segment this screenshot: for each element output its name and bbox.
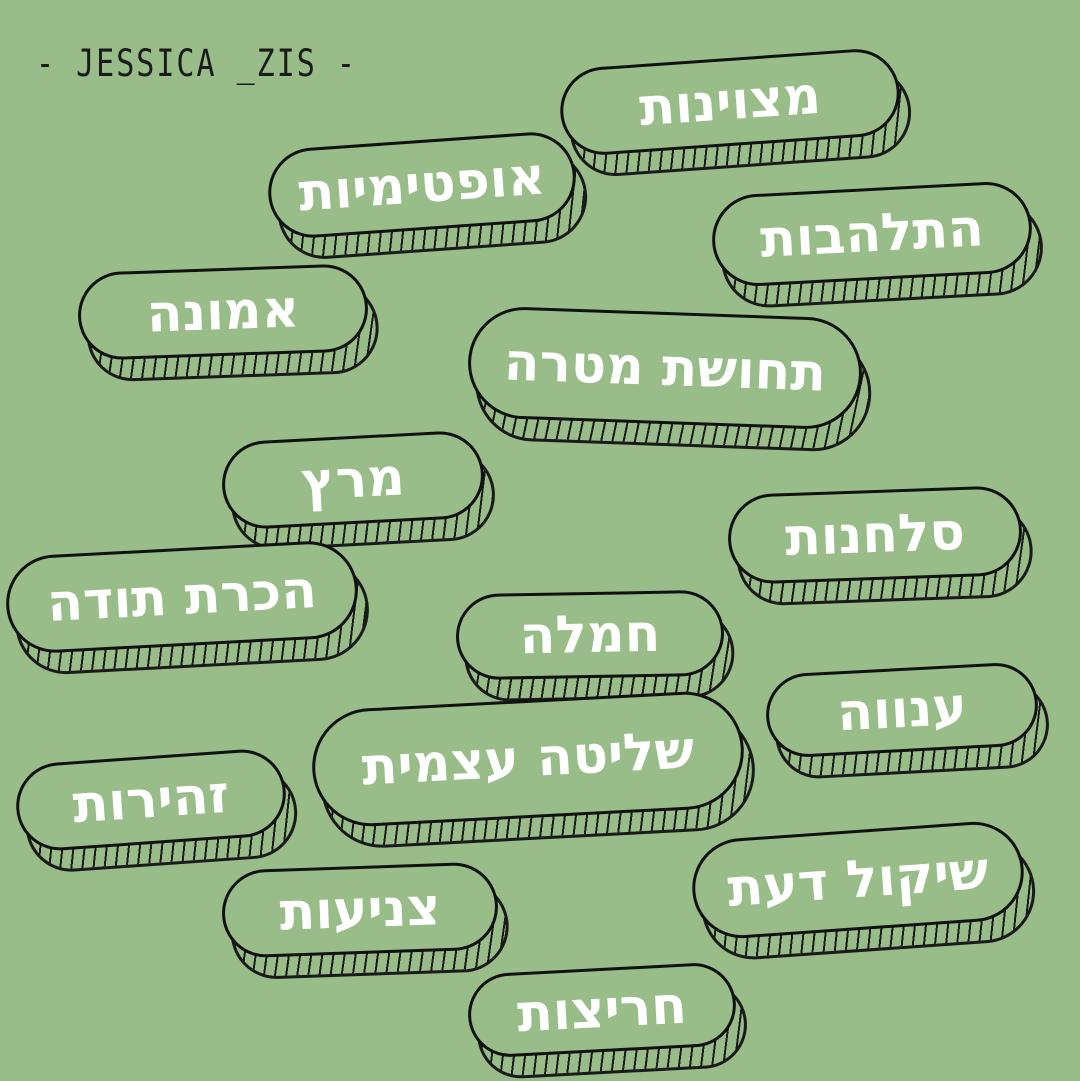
pill-modesty [221, 861, 500, 959]
pill-label: מרץ [299, 447, 407, 513]
pill-label: אופטימיות [296, 146, 548, 224]
pill-label: אמונה [145, 279, 301, 345]
pill-gratitude [4, 539, 361, 655]
pill-label: מצוינות [637, 65, 823, 139]
pill-label: זהירות [70, 764, 232, 836]
pill-forgiveness [727, 485, 1024, 585]
pill-label: חריצות [515, 975, 689, 1045]
pill-label: שליטה עצמית [360, 720, 696, 798]
pill-enthusiasm [710, 180, 1034, 289]
pill-judgment [689, 819, 1027, 942]
pill-faith [77, 263, 370, 361]
pill-sense-of-purpose [466, 305, 864, 431]
pill-caution [13, 747, 288, 854]
pill-label: שיקול דעת [725, 840, 991, 920]
pill-vigor [220, 429, 486, 531]
pill-label: ענווה [835, 676, 969, 744]
signature: - JESSICA _ZIS - [36, 42, 357, 86]
pill-label: סלחנות [784, 501, 966, 569]
pill-excellence [557, 46, 902, 158]
pill-diligence [466, 961, 738, 1059]
pill-label: תחושת מטרה [502, 332, 828, 404]
pill-label: חמלה [519, 603, 661, 667]
pill-compassion [455, 590, 724, 681]
pill-self-control [309, 689, 747, 829]
pill-humility [764, 661, 1040, 759]
pill-label: צניעות [278, 877, 442, 943]
pill-label: התלהבות [758, 198, 986, 270]
pill-label: הכרת תודה [45, 559, 319, 635]
pill-optimism [265, 129, 579, 240]
